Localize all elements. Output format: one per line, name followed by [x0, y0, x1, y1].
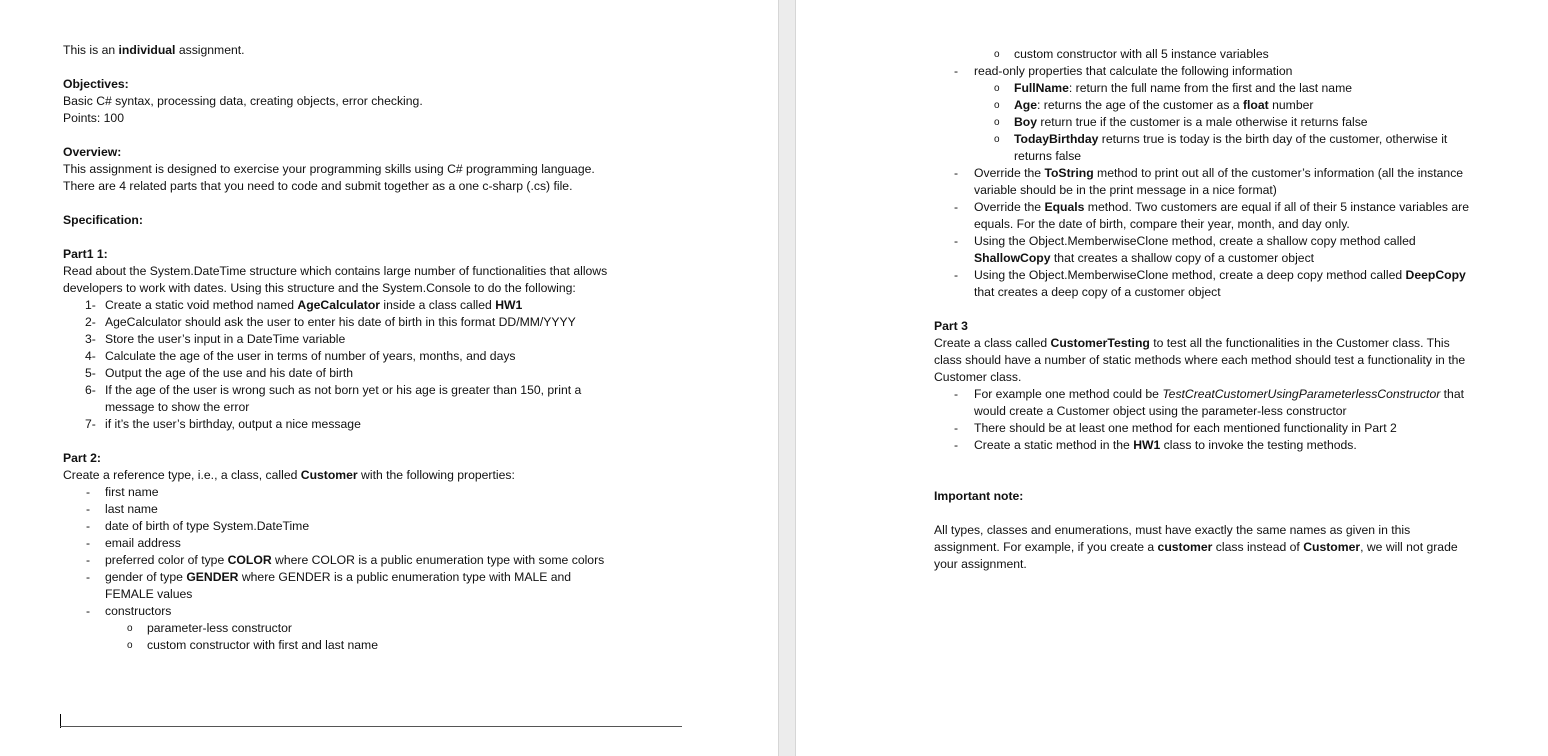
item-text: custom constructor with first and last name	[147, 638, 378, 652]
item-text: that creates a shallow copy of a customer object	[1050, 251, 1315, 265]
document-page-2[interactable]	[796, 0, 1548, 756]
page-2-body	[934, 46, 1474, 573]
dash-marker: -	[954, 166, 959, 180]
item-text: parameter-less constructor	[147, 621, 292, 635]
item-text: AgeCalculator should ask the user to enter his date of birth in this format DD/MM/YYYY	[105, 315, 576, 329]
readonly-properties-list	[934, 80, 1474, 165]
item-text: that would create a Customer object using the parameter-less constructor	[974, 387, 1464, 418]
list-item	[934, 199, 1474, 233]
dash-marker: -	[86, 570, 91, 584]
circle-marker: o	[994, 49, 1000, 60]
item-bold: HW1	[1133, 438, 1161, 452]
page-bottom-rule	[60, 726, 682, 727]
list-item	[934, 420, 1474, 437]
item-italic: TestCreatCustomerUsingParameterlessConstructor	[1162, 387, 1441, 401]
points-line: Points: 100	[63, 111, 124, 125]
list-item	[63, 518, 611, 535]
item-text: returns true is today is the birth day of the customer, otherwise it returns false	[1014, 132, 1448, 163]
dash-marker: -	[86, 485, 91, 499]
list-item	[63, 297, 611, 314]
overview-heading: Overview:	[63, 145, 122, 159]
intro-line	[63, 42, 611, 59]
item-text: where GENDER is a public enumeration type with MALE and FEMALE values	[105, 570, 572, 601]
item-text: class to invoke the testing methods.	[1160, 438, 1357, 452]
page-1-body	[63, 42, 611, 654]
dash-marker: -	[86, 604, 91, 618]
intro-text-end: assignment.	[175, 43, 245, 57]
item-text: return true if the customer is a male otherwise it returns false	[1037, 115, 1368, 129]
list-item	[63, 552, 611, 569]
item-text: Create a static method in the	[974, 438, 1134, 452]
item-text: where COLOR is a public enumeration type with some colors	[271, 553, 605, 567]
note-bold: customer	[1157, 540, 1213, 554]
methods-list	[934, 165, 1474, 301]
intro-text: to test all the functionalities in the Customer class. This class should have a number of static methods where each method should test a functionality in the Customer class.	[934, 336, 1466, 384]
circle-marker: o	[994, 100, 1000, 111]
intro-text: with the following properties:	[357, 468, 515, 482]
item-bold: FullName	[1014, 81, 1069, 95]
intro-text: Create a reference type, i.e., a class, called	[63, 468, 301, 482]
part3-list	[934, 386, 1474, 454]
item-text: email address	[105, 536, 181, 550]
item-text: method to print out all of the customer’s information (all the instance variable should be in the print message in a nice format)	[974, 166, 1464, 197]
list-item	[934, 386, 1474, 420]
intro-bold: CustomerTesting	[1050, 336, 1150, 350]
list-item	[63, 484, 611, 501]
list-item	[63, 620, 611, 637]
constructors-list-continued	[934, 46, 1474, 63]
circle-marker: o	[994, 83, 1000, 94]
item-text: : return the full name from the first and the last name	[1068, 81, 1353, 95]
list-item	[934, 63, 1474, 80]
list-item	[63, 603, 611, 620]
circle-marker: o	[994, 117, 1000, 128]
list-item	[63, 501, 611, 518]
list-item	[934, 97, 1474, 114]
item-text: if it’s the user’s birthday, output a nice message	[105, 417, 361, 431]
item-text: first name	[105, 485, 159, 499]
part2-heading: Part 2:	[63, 451, 101, 465]
list-item	[63, 314, 611, 331]
part2-properties-list	[63, 484, 611, 620]
item-text: preferred color of type	[105, 553, 228, 567]
dash-marker: -	[86, 519, 91, 533]
intro-bold: Customer	[300, 468, 358, 482]
item-text: Using the Object.MemberwiseClone method, create a shallow copy method called	[974, 234, 1416, 248]
list-item	[63, 382, 611, 416]
list-item	[63, 569, 611, 603]
item-bold: Age	[1014, 98, 1038, 112]
intro-text: Create a class called	[934, 336, 1051, 350]
list-item	[63, 416, 611, 433]
item-text: inside a class called	[380, 298, 496, 312]
list-number: 6-	[85, 383, 96, 397]
readonly-list	[934, 63, 1474, 80]
list-number: 2-	[85, 315, 96, 329]
item-bold: TodayBirthday	[1014, 132, 1099, 146]
part1-intro: Read about the System.DateTime structure which contains large number of functionalities that allows developers to work with dates. Using this structure and the System.Console to do the following:	[63, 264, 608, 295]
overview-text: This assignment is designed to exercise your programming skills using C# programming language. There are 4 related parts that you need to code and submit together as a one c-sharp (.cs) file.	[63, 162, 595, 193]
important-note-heading: Important note:	[934, 489, 1024, 503]
objectives-heading: Objectives:	[63, 77, 129, 91]
item-text: Store the user’s input in a DateTime variable	[105, 332, 346, 346]
item-text: custom constructor with all 5 instance variables	[1014, 47, 1269, 61]
list-item	[934, 437, 1474, 454]
list-number: 3-	[85, 332, 96, 346]
list-item	[934, 165, 1474, 199]
dash-marker: -	[86, 536, 91, 550]
dash-marker: -	[954, 421, 959, 435]
circle-marker: o	[994, 134, 1000, 145]
note-text: class instead of	[1212, 540, 1304, 554]
page-gutter	[778, 0, 796, 756]
item-bold: COLOR	[227, 553, 272, 567]
important-note-text	[934, 522, 1474, 573]
dash-marker: -	[86, 553, 91, 567]
constructors-list	[63, 620, 611, 654]
item-text: Output the age of the use and his date of birth	[105, 366, 353, 380]
part1-list	[63, 297, 611, 433]
item-text: gender of type	[105, 570, 187, 584]
item-text: date of birth of type System.DateTime	[105, 519, 310, 533]
item-text: read-only properties that calculate the following information	[974, 64, 1293, 78]
part1-heading: Part1 1:	[63, 247, 108, 261]
objectives-line-1: Basic C# syntax, processing data, creating objects, error checking.	[63, 94, 423, 108]
part3-intro	[934, 335, 1474, 386]
circle-marker: o	[127, 623, 133, 634]
list-item	[934, 114, 1474, 131]
list-item	[63, 348, 611, 365]
item-text: Override the	[974, 200, 1045, 214]
item-bold: Equals	[1044, 200, 1085, 214]
item-text: : returns the age of the customer as a	[1037, 98, 1243, 112]
item-bold: ToString	[1044, 166, 1094, 180]
dash-marker: -	[954, 200, 959, 214]
intro-bold: individual	[118, 43, 176, 57]
dash-marker: -	[954, 438, 959, 452]
list-number: 7-	[85, 417, 96, 431]
list-number: 1-	[85, 298, 96, 312]
item-text: Calculate the age of the user in terms of number of years, months, and days	[105, 349, 516, 363]
item-bold: HW1	[495, 298, 523, 312]
specification-heading: Specification:	[63, 213, 143, 227]
part2-intro	[63, 467, 611, 484]
list-item	[63, 535, 611, 552]
item-text: constructors	[105, 604, 172, 618]
item-text: number	[1268, 98, 1314, 112]
item-bold: AgeCalculator	[297, 298, 381, 312]
item-text: If the age of the user is wrong such as not born yet or his age is greater than 150, print a message to show the error	[105, 383, 582, 414]
item-bold: GENDER	[186, 570, 239, 584]
item-text: Using the Object.MemberwiseClone method, create a deep copy method called	[974, 268, 1406, 282]
list-item	[934, 46, 1474, 63]
item-bold: DeepCopy	[1405, 268, 1466, 282]
item-bold: ShallowCopy	[974, 251, 1051, 265]
item-bold: Boy	[1014, 115, 1038, 129]
list-item	[934, 233, 1474, 267]
item-text: There should be at least one method for each mentioned functionality in Part 2	[974, 421, 1397, 435]
circle-marker: o	[127, 640, 133, 651]
list-item	[63, 365, 611, 382]
list-item	[934, 131, 1474, 165]
item-text: last name	[105, 502, 158, 516]
item-text: Override the	[974, 166, 1045, 180]
intro-text: This is an	[63, 43, 119, 57]
list-item	[934, 267, 1474, 301]
item-bold: float	[1242, 98, 1269, 112]
item-text: method. Two customers are equal if all of their 5 instance variables are equals. For the date of birth, compare their year, month, and day only.	[974, 200, 1469, 231]
dash-marker: -	[86, 502, 91, 516]
list-item	[934, 80, 1474, 97]
dash-marker: -	[954, 268, 959, 282]
list-number: 4-	[85, 349, 96, 363]
note-text: All types, classes and enumerations, must have exactly the same names as given in this assignment. For example, if you create a	[934, 523, 1411, 554]
item-text: that creates a deep copy of a customer object	[974, 285, 1221, 299]
item-text: For example one method could be	[974, 387, 1163, 401]
list-number: 5-	[85, 366, 96, 380]
dash-marker: -	[954, 234, 959, 248]
note-text: , we will not grade your assignment.	[934, 540, 1458, 571]
list-item	[63, 637, 611, 654]
dash-marker: -	[954, 387, 959, 401]
item-text: Create a static void method named	[105, 298, 298, 312]
note-bold: Customer	[1303, 540, 1361, 554]
part3-heading: Part 3	[934, 319, 968, 333]
list-item	[63, 331, 611, 348]
dash-marker: -	[954, 64, 959, 78]
